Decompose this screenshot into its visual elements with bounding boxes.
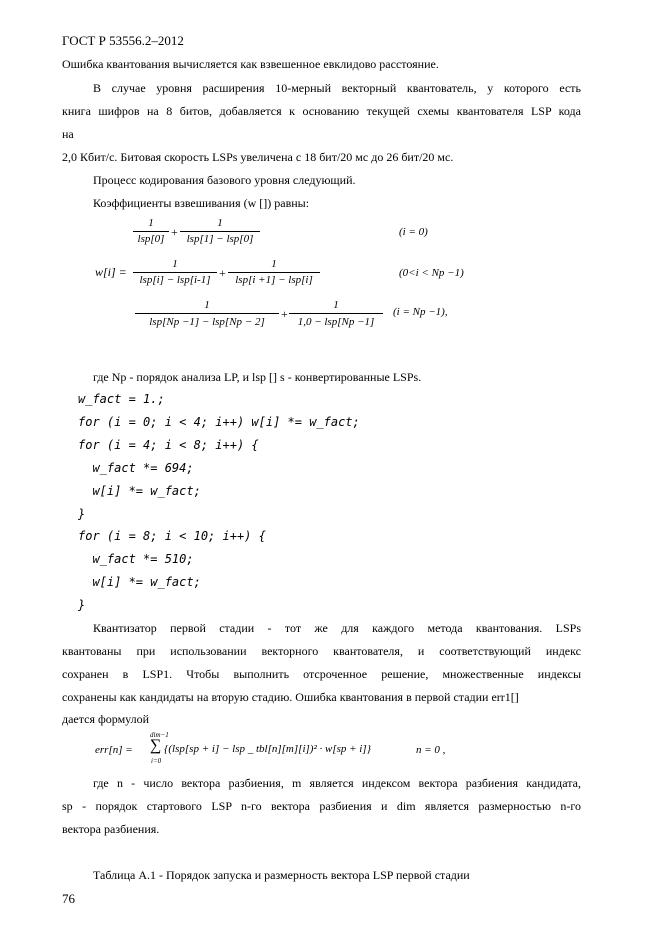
code-line: for (i = 4; i < 8; i++) { (78, 438, 259, 452)
row2-den2: lsp[i +1] − lsp[i] (235, 274, 313, 286)
paragraph-7-line-2: sp - порядок стартового LSP n-го вектора разбиения и dim является размерностью n-го (62, 799, 581, 813)
weight-formula-lhs: w[i] = (95, 265, 127, 279)
row2-num2: 1 (271, 258, 277, 270)
paragraph-2-line-3: на (62, 127, 74, 141)
code-line: for (i = 0; i < 4; i++) w[i] *= w_fact; (78, 415, 360, 429)
row1-num2: 1 (217, 217, 223, 229)
code-line: w_fact *= 694; (78, 461, 194, 475)
row2-bar2 (228, 272, 320, 273)
paragraph-3: Процесс кодирования базового уровня следующий. (93, 173, 356, 187)
paragraph-2-line-4: 2,0 Кбит/с. Битовая скорость LSPs увеличена с 18 бит/20 мс до 26 бит/20 мс. (62, 150, 454, 164)
paragraph-6-line-1: Квантизатор первой стадии - тот же для каждого метода квантования. LSPs (93, 621, 581, 635)
error-formula-tail: n = 0 , (416, 744, 446, 756)
row2-condition: (0<i < Np −1) (399, 267, 464, 279)
code-line: w[i] *= w_fact; (78, 484, 201, 498)
sum-sign: ∑ (150, 737, 162, 754)
error-formula-lhs: err[n] = (95, 744, 133, 756)
paragraph-4: Коэффициенты взвешивания (w []) равны: (93, 196, 310, 210)
paragraph-6-line-4: сохранены как кандидаты на вторую стадию. Ошибка квантования в первой стадии err1[] (62, 690, 519, 704)
code-line: for (i = 8; i < 10; i++) { (78, 529, 266, 543)
row3-num2: 1 (333, 299, 339, 311)
row3-den1: lsp[Np −1] − lsp[Np − 2] (149, 316, 265, 328)
row2-num1: 1 (172, 258, 178, 270)
row3-den2: 1,0 − lsp[Np −1] (297, 316, 375, 328)
paragraph-6-line-2: квантованы при использовании векторного квантователя, и соответствующий индекс (62, 644, 581, 658)
row2-bar1 (133, 272, 217, 273)
row1-plus: + (171, 225, 178, 239)
row3-num1: 1 (204, 299, 210, 311)
paragraph-6-line-5: дается формулой (62, 712, 150, 726)
paragraph-6-line-3: сохранен в LSP1. Чтобы выполнить отсроченное решение, множественные индексы (62, 667, 581, 681)
row1-num1: 1 (148, 217, 154, 229)
row1-den2: lsp[1] − lsp[0] (186, 233, 254, 245)
code-line: w_fact *= 510; (78, 552, 194, 566)
code-line: } (78, 598, 86, 612)
row2-den1: lsp[i] − lsp[i-1] (139, 274, 211, 286)
code-line: w_fact = 1.; (78, 392, 165, 406)
row3-bar2 (289, 313, 383, 314)
row3-bar1 (135, 313, 279, 314)
code-line: w[i] *= w_fact; (78, 575, 201, 589)
code-line: } (78, 507, 86, 521)
paragraph-7-line-1: где n - число вектора разбиения, m является индексом вектора разбиения кандидата, (93, 776, 581, 790)
paragraph-2-line-1: В случае уровня расширения 10-мерный векторный квантователь, у которого есть (93, 81, 581, 95)
page-number: 76 (62, 891, 75, 906)
paragraph-7-line-3: вектора разбиения. (62, 822, 160, 836)
paragraph-1: Ошибка квантования вычисляется как взвешенное евклидово расстояние. (62, 57, 439, 71)
row3-condition: (i = Np −1), (393, 306, 448, 318)
table-caption: Таблица А.1 - Порядок запуска и размерность вектора LSP первой стадии (93, 868, 470, 882)
row3-plus: + (281, 307, 288, 321)
paragraph-5: где Np - порядок анализа LP, и lsp [] s - конвертированные LSPs. (93, 370, 422, 384)
standard-header: ГОСТ Р 53556.2–2012 (62, 33, 184, 48)
row1-condition: (i = 0) (399, 226, 428, 238)
row1-bar2 (180, 231, 260, 232)
error-formula-body: {(lsp[sp + i] − lsp _ tbl[n][m][i])² · w[sp + i]} (164, 743, 372, 755)
sum-upper-limit: dim−1 (150, 731, 169, 739)
row1-bar1 (133, 231, 169, 232)
row1-den1: lsp[0] (137, 233, 165, 245)
paragraph-2-line-2: книга шифров на 8 битов, добавляется к основанию текущей схемы квантователя LSP кода (62, 104, 581, 118)
row2-plus: + (219, 266, 226, 280)
sum-lower-limit: i=0 (151, 757, 162, 765)
